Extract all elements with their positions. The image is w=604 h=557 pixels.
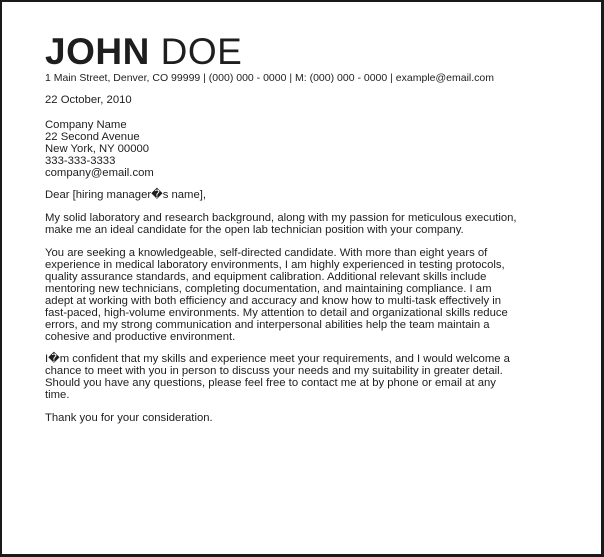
paragraph-line: quality assurance standards, and equipment calibration. Additional relevant skills include (45, 270, 487, 283)
paragraph-line: make me an ideal candidate for the open lab technician position with your company. (45, 224, 464, 237)
paragraph-closing-request (45, 354, 565, 402)
paragraph-line: experience in medical laboratory environments, I am highly experienced in testing protocols, (45, 259, 505, 272)
paragraph-experience (45, 248, 565, 343)
recipient-city: New York, NY 00000 (45, 142, 150, 155)
paragraph-line: errors, and my strong communication and interpersonal abilities help the team maintain a (45, 318, 490, 331)
letter-date: 22 October, 2010 (45, 94, 132, 106)
paragraph-line: Should you have any questions, please feel free to contact me at by phone or email at any (45, 377, 496, 390)
letter-body (45, 95, 565, 425)
paragraph-line: I�m confident that my skills and experience meet your requirements, and I would welcome a (45, 353, 510, 366)
recipient-block (45, 120, 565, 180)
recipient-phone: 333-333-3333 (45, 154, 116, 167)
recipient-company: Company Name (45, 118, 127, 131)
recipient-email: company@email.com (45, 166, 154, 179)
paragraph-line: mentoring new technicians, completing documentation, and maintaining compliance. I am (45, 282, 492, 295)
salutation: Dear [hiring manager�s name], (45, 189, 207, 202)
paragraph-intro (45, 213, 565, 237)
paragraph-line: chance to meet with you in person to discuss your needs and my suitability in greater detail. (45, 365, 503, 378)
paragraph-line: My solid laboratory and research background, along with my passion for meticulous execution, (45, 212, 517, 225)
paragraph-line: fast-paced, high-volume environments. My attention to detail and organizational skills reduce (45, 306, 508, 319)
paragraph-line: You are seeking a knowledgeable, self-directed candidate. With more than eight years of (45, 247, 488, 260)
closing-line: Thank you for your consideration. (45, 412, 213, 425)
paragraph-line: time. (45, 389, 70, 402)
paragraph-line: adept at working with both efficiency and accuracy and know how to multi-task effectively in (45, 294, 502, 307)
sender-name (45, 32, 242, 72)
paragraph-line: cohesive and productive environment. (45, 330, 236, 343)
recipient-street: 22 Second Avenue (45, 130, 140, 143)
sender-contact-line: 1 Main Street, Denver, CO 99999 | (000) 000 - 0000 | M: (000) 000 - 0000 | example@email.com (45, 72, 494, 84)
sender-first-name: JOHN (45, 31, 150, 72)
sender-last-name: DOE (160, 31, 243, 72)
